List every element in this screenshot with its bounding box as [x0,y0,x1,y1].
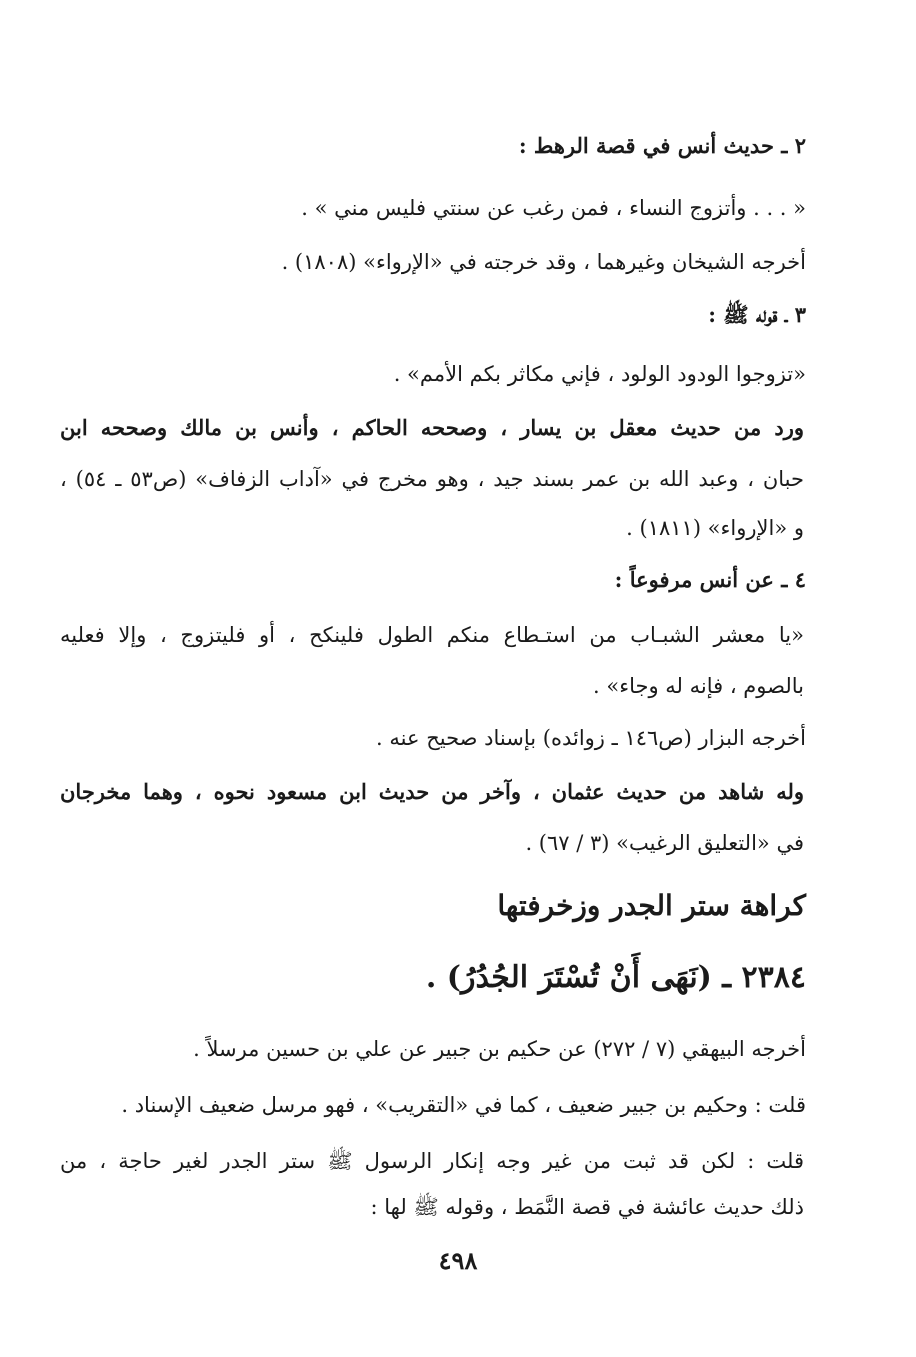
heading-item-2: ٢ ـ حديث أنس في قصة الرهط : [518,133,806,158]
heading-item-4: ٤ ـ عن أنس مرفوعاً : [614,567,806,592]
hadith-quote: « . . . وأتزوج النساء ، فمن رغب عن سنتي فليس مني » . [301,196,806,220]
text-line: وله شاهد من حديث عثمان ، وآخر من حديث ابن مسعود نحوه ، وهما مخرجان [60,779,804,804]
text-line: أخرجه البزار (ص١٤٦ ـ زوائده) بإسناد صحيح عنه . [376,726,806,750]
text-line: ذلك حديث عائشة في قصة النَّمَط ، وقوله ﷺ لها : [370,1195,804,1219]
section-title: كراهة ستر الجدر وزخرفتها [497,889,806,922]
text-line: قلت : وحكيم بن جبير ضعيف ، كما في «التقريب» ، فهو مرسل ضعيف الإسناد . [121,1093,806,1117]
text-line: أخرجه البيهقي (٧ / ٢٧٢) عن حكيم بن جبير عن علي بن حسين مرسلاً . [193,1037,806,1061]
heading-item-3: ٣ ـ قوله ﷺ : [708,302,806,327]
text-line: في «التعليق الرغيب» (٣ / ٦٧) . [525,831,804,855]
text-line: قلت : لكن قد ثبت من غير وجه إنكار الرسول ﷺ ستر الجدر لغير حاجة ، من [60,1149,804,1173]
text-line: أخرجه الشيخان وغيرهما ، وقد خرجته في «الإرواء» (١٨٠٨) . [281,250,806,274]
text-line: ورد من حديث معقل بن يسار ، وصححه الحاكم ، وأنس بن مالك وصححه ابن [60,415,804,440]
hadith-number-title: ٢٣٨٤ ـ (نَهَى أَنْ تُسْتَرَ الجُدُرُ) . [425,960,806,995]
hadith-quote: «تزوجوا الودود الولود ، فإني مكاثر بكم الأمم» . [393,362,806,386]
text-line: حبان ، وعبد الله بن عمر بسند جيد ، وهو مخرج في «آداب الزفاف» (ص٥٣ ـ ٥٤) ، [60,467,804,491]
hadith-quote: «يا معشر الشبـاب من استـطاع منكم الطول فلينكح ، أو فليتزوج ، وإلا فعليه [60,623,804,647]
hadith-quote: بالصوم ، فإنه له وجاء» . [593,674,804,698]
text-line: و «الإرواء» (١٨١١) . [626,516,804,540]
page-number: ٤٩٨ [438,1246,478,1275]
